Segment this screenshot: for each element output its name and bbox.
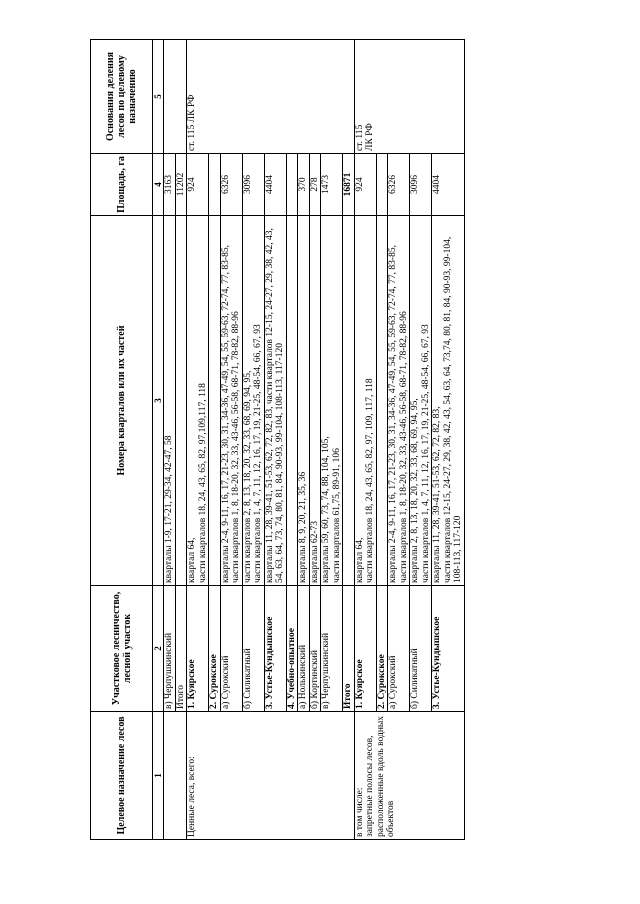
column-number-row [153,40,164,840]
area-cell [209,154,221,216]
quarters-cell: квартал 64, части кварталов 18, 24, 43, 65, 82, 97, 109, 117, 118 [354,216,376,586]
quarters-cell [175,216,187,586]
forestry-cell: 2. Сурокское [376,586,388,712]
forestry-cell: 4. Учебно-опытное [286,586,298,712]
col-number: 4 [153,154,164,216]
table-row [164,40,176,840]
area-cell: 924 [354,154,376,216]
area-cell: 370 [298,154,310,216]
area-cell: 3163 [164,154,176,216]
quarters-cell [286,216,298,586]
area-cell [286,154,298,216]
quarters-cell: кварталы 59, 60, 73, 74, 88, 104, 105, части кварталов 61,75, 89-91, 106 [321,216,343,586]
quarters-cell: кварталы 1-9, 17-21, 29-34, 42-47, 58 [164,216,176,586]
header-quarters: Номера кварталов или их частей [91,216,153,586]
area-cell: 11202 [175,154,187,216]
table-body [164,40,465,840]
quarters-cell: части кварталов 2, 8, 13, 18, 20, 32, 33, 68, 69, 94, 95, части кварталов 1, 4, 7, 11, 12, 16, 17, 19, 21-25, 48-54, 66, 67, 93 [242,216,264,586]
quarters-cell: кварталы 11, 28, 39-41, 51-53, 62, 72, 82, 83, части кварталов 12-15, 24-27, 29, 38, 42, 43, 54, 63, 64, 73, 74, 80, 81, 84, 90-93, 99-104, 108-113, 117-120 [264,216,286,586]
purpose-cell [164,712,187,840]
quarters-cell: квартал 64, части кварталов 18, 24, 43, 65, 82, 97,109,117, 118 [187,216,209,586]
header-basis: Основания деления лесов по целевому назначению [91,40,153,154]
header-row [91,40,153,840]
forestry-cell: а) Сурокский [220,586,242,712]
rotated-page [90,40,610,840]
area-cell: 924 [187,154,209,216]
basis-cell: ст. 115 ЛК РФ [187,40,355,154]
quarters-cell: кварталы 11, 28, 39-41, 51-53, 62, 72, 82, 83, части кварталов 12-15, 24-27, 29, 38, 42, 43, 54, 63, 64, 73,74, 80, 81, 84, 90-93, 99-104, 108-113, 117-120 [432,216,465,586]
quarters-cell: кварталы 2-4, 9-11, 16, 17, 21-23, 30, 31, 34-36, 47-49, 54, 55, 59-63, 72-74, 77, 83-85, части кварталов 1, 8, 18-20, 32, 33, 43-46, 56-58, 68-71, 78-82, 88-96 [388,216,410,586]
forestry-cell: 1. Куярское [187,586,209,712]
col-number: 1 [153,712,164,840]
purpose-cell: Ценные леса, всего: [187,712,355,840]
forest-purpose-table [90,39,465,840]
forestry-cell: 3. Устье-Кундышское [264,586,286,712]
header-area: Площадь, га [91,154,153,216]
forestry-cell: в) Черпушкинский [164,586,176,712]
area-cell: 6326 [388,154,410,216]
basis-cell [164,40,187,154]
forestry-cell: а) Нолькинский [298,586,310,712]
forestry-cell: Итого [343,586,355,712]
quarters-cell: кварталы 62-73 [309,216,321,586]
col-number: 2 [153,586,164,712]
area-cell: 4404 [264,154,286,216]
area-cell: 1473 [321,154,343,216]
quarters-cell: кварталы 2-4, 9-11, 16, 17, 21-23, 30, 31, 34-36, 47-49, 54, 55, 59-63, 72-74, 77, 83-85, части кварталов 1, 8, 18-20, 32, 33, 43-46, 56-58, 68-71, 78-82, 88-96 [220,216,242,586]
quarters-cell [376,216,388,586]
area-cell: 3096 [410,154,432,216]
quarters-cell [343,216,355,586]
header-purpose: Целевое назначение лесов [91,712,153,840]
quarters-cell: кварталы 8, 9, 20, 21, 35, 36 [298,216,310,586]
forestry-cell: 3. Устье-Кундышское [432,586,465,712]
header-forestry: Участковое лесничество, лесной участок [91,586,153,712]
area-cell: 16871 [343,154,355,216]
purpose-cell: в том числе: запретные полосы лесов, расположенные вдоль водных объектов [354,712,464,840]
col-number: 3 [153,216,164,586]
area-cell: 278 [309,154,321,216]
forestry-cell: 2. Сурокское [209,586,221,712]
forestry-cell: б) Кортинский [309,586,321,712]
basis-cell: ст. 115 ЛК РФ [354,40,464,154]
table-row [187,40,209,840]
area-cell: 6326 [220,154,242,216]
forestry-cell: а) Сурокский [388,586,410,712]
forestry-cell: Итого [175,586,187,712]
forestry-cell: 1. Куярское [354,586,376,712]
quarters-cell: кварталы 2, 8, 13, 18, 20, 32, 33, 68, 69, 94, 95, части кварталов 1, 4, 7, 11, 12, 16, 17, 19, 21-25, 48-54, 66, 67, 93 [410,216,432,586]
table-row [354,40,376,840]
area-cell [376,154,388,216]
quarters-cell [209,216,221,586]
area-cell: 4404 [432,154,465,216]
forestry-cell: в) Черпушкинский [321,586,343,712]
col-number: 5 [153,40,164,154]
forestry-cell: б) Силикатный [410,586,432,712]
area-cell: 3096 [242,154,264,216]
forestry-cell: б) Силикатный [242,586,264,712]
